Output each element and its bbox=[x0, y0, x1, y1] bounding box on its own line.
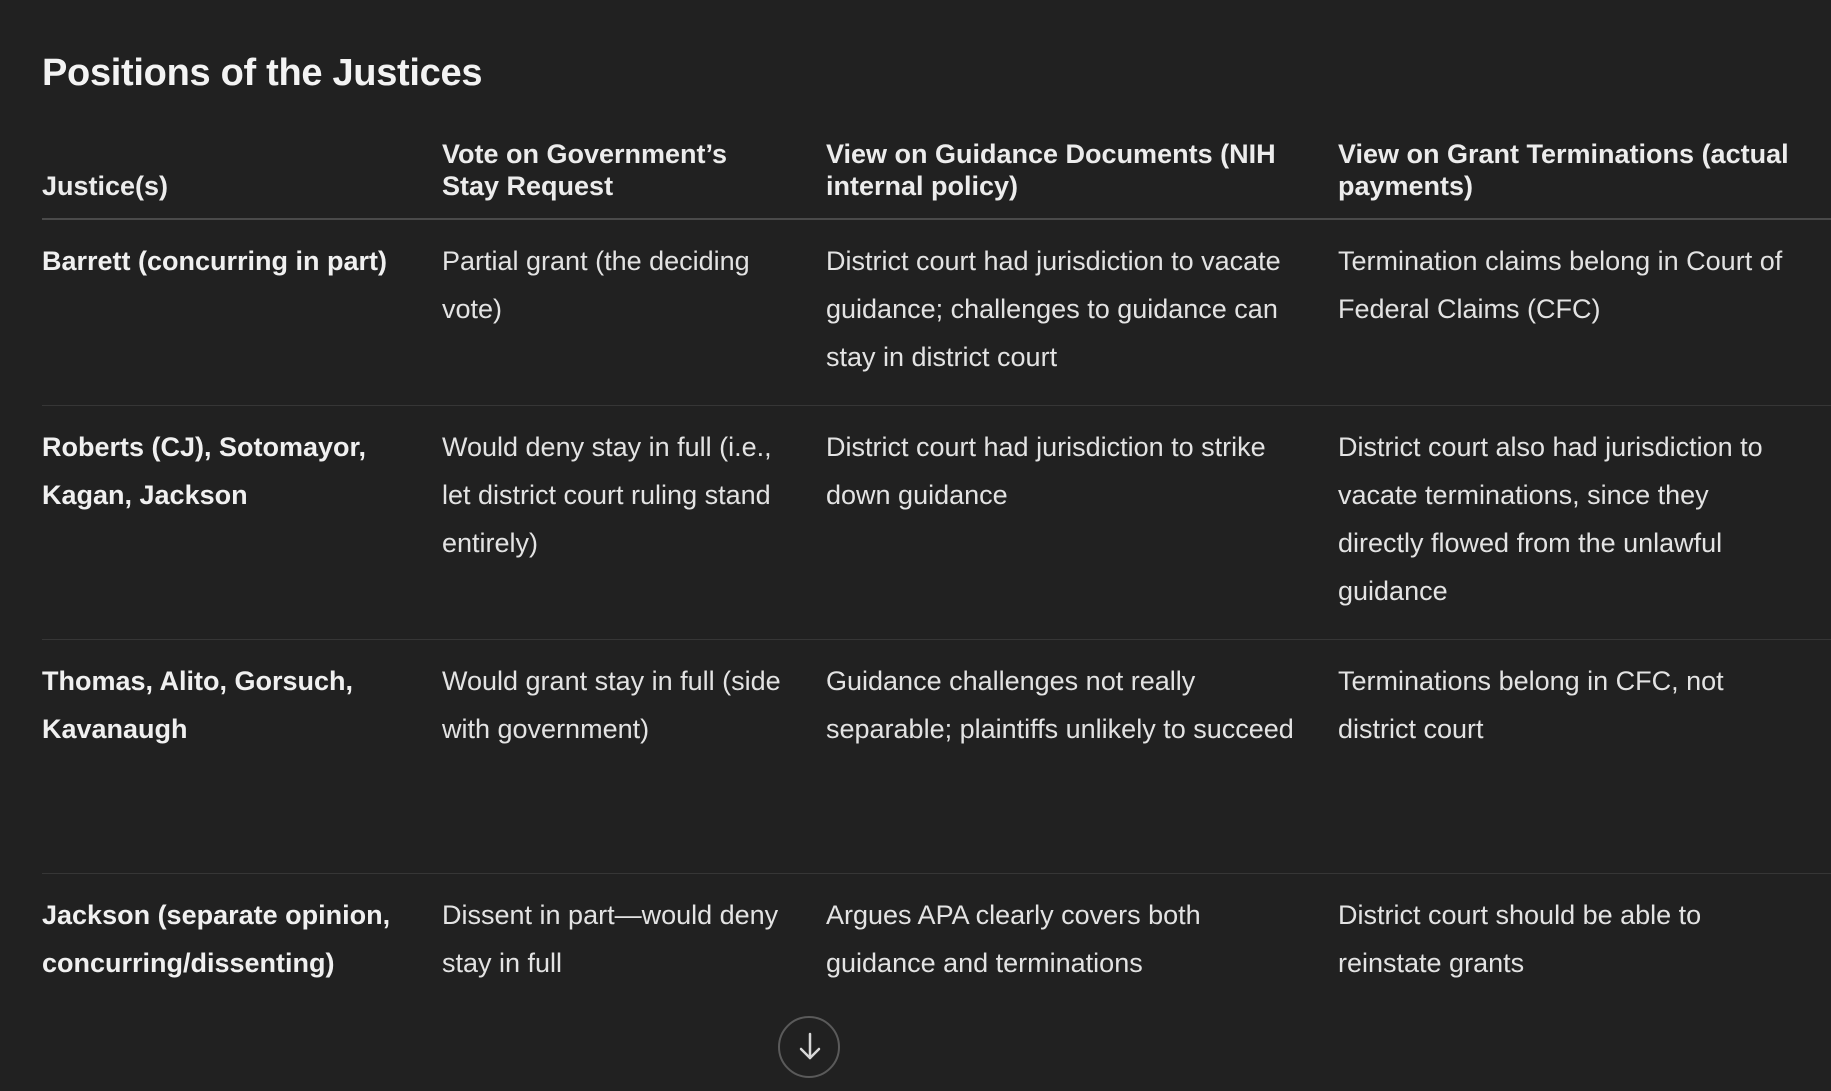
cell-terminations: District court also had jurisdiction to vacate terminations, since they directly flowed from the unlawful guidance bbox=[1338, 406, 1831, 640]
scroll-to-bottom-button[interactable] bbox=[778, 1016, 840, 1078]
cell-guidance: District court had jurisdiction to strike down guidance bbox=[826, 406, 1338, 640]
cell-guidance: Argues APA clearly covers both guidance and terminations bbox=[826, 874, 1338, 1091]
cell-vote: Would grant stay in full (side with government) bbox=[442, 640, 826, 874]
cell-vote: Would deny stay in full (i.e., let district court ruling stand entirely) bbox=[442, 406, 826, 640]
arrow-down-icon bbox=[796, 1032, 824, 1062]
table-row bbox=[42, 874, 1831, 1091]
column-header-vote: Vote on Government’s Stay Request bbox=[442, 122, 826, 219]
cell-justice: Thomas, Alito, Gorsuch, Kavanaugh bbox=[42, 640, 442, 874]
cell-justice: Roberts (CJ), Sotomayor, Kagan, Jackson bbox=[42, 406, 442, 640]
column-header-terminations: View on Grant Terminations (actual payments) bbox=[1338, 122, 1831, 219]
cell-terminations: Terminations belong in CFC, not district court bbox=[1338, 640, 1831, 874]
cell-terminations: Termination claims belong in Court of Federal Claims (CFC) bbox=[1338, 219, 1831, 406]
column-header-guidance: View on Guidance Documents (NIH internal policy) bbox=[826, 122, 1338, 219]
section-heading: Positions of the Justices bbox=[42, 52, 482, 95]
cell-justice: Jackson (separate opinion, concurring/dissenting) bbox=[42, 874, 442, 1091]
cell-vote: Dissent in part—would deny stay in full bbox=[442, 874, 826, 1091]
cell-guidance: Guidance challenges not really separable; plaintiffs unlikely to succeed bbox=[826, 640, 1338, 874]
cell-vote: Partial grant (the deciding vote) bbox=[442, 219, 826, 406]
cell-terminations: District court should be able to reinstate grants bbox=[1338, 874, 1831, 1091]
cell-justice: Barrett (concurring in part) bbox=[42, 219, 442, 406]
column-header-justices: Justice(s) bbox=[42, 122, 442, 219]
table-row bbox=[42, 219, 1831, 406]
table-header-row bbox=[42, 122, 1831, 219]
table-row bbox=[42, 406, 1831, 640]
justices-positions-table bbox=[42, 122, 1831, 1091]
table-row bbox=[42, 640, 1831, 874]
cell-guidance: District court had jurisdiction to vacate guidance; challenges to guidance can stay in district court bbox=[826, 219, 1338, 406]
